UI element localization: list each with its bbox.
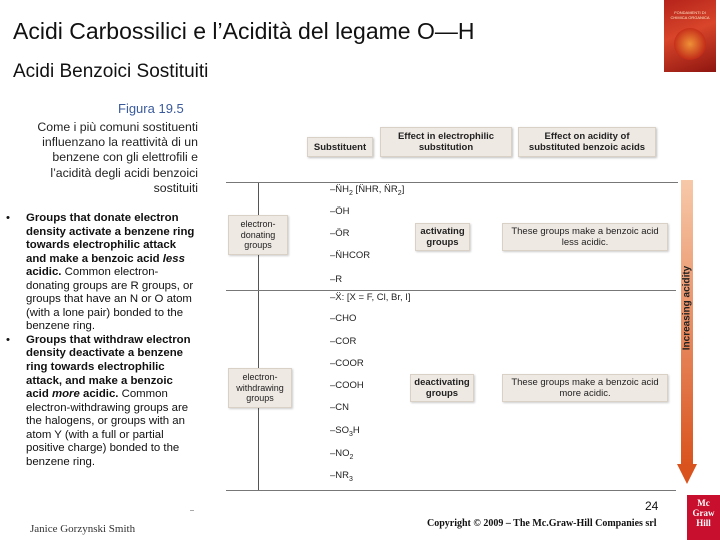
- mcgraw-hill-logo: Mc Graw Hill: [687, 495, 720, 540]
- book-cover-title: FONDAMENTI DI CHIMICA ORGANICA: [670, 10, 710, 20]
- substituent-formula-part: [N̈HR, N̈R: [352, 184, 398, 195]
- book-cover-image: [664, 0, 716, 72]
- figure-top-rule: [226, 182, 678, 183]
- arrow-head: [677, 464, 697, 484]
- figure-caption: Come i più comuni sostituenti influenzano la reattività di un benzene con gli elettrofili e l’acidità degli acidi benzoici sostituiti: [37, 120, 198, 195]
- substituent-formula-part: –N̈HCOR: [330, 250, 371, 261]
- substituent-formula-part: –ÖR: [330, 228, 350, 239]
- substituent-formula-part: –N̈H: [330, 184, 350, 195]
- bullet-emphasis: more: [51, 388, 80, 401]
- substituent-row: [330, 274, 342, 287]
- bullet-symbol: •: [6, 212, 10, 224]
- bullet-bold-text: Groups that donate electron density activate a benzene ring towards electrophilic attack and make a benzoic acid: [26, 212, 195, 265]
- substituent-formula-part: [X = F, Cl, Br, I]: [344, 292, 411, 303]
- deactivating-acidity-box: These groups make a benzoic acid more acidic.: [502, 374, 668, 402]
- substituent-row: [330, 470, 353, 483]
- figure-bottom-rule: [226, 490, 676, 491]
- figure-mid-rule: [226, 290, 676, 291]
- bullet-donating: [6, 212, 196, 334]
- divider: [190, 510, 194, 511]
- substituent-formula-part: 3: [349, 475, 353, 483]
- slide-subtitle: Acidi Benzoici Sostituiti: [13, 61, 209, 82]
- bullet-symbol: •: [6, 333, 10, 346]
- substituent-row: [330, 425, 360, 438]
- bullet-emphasis: less: [162, 252, 185, 265]
- substituent-formula-part: –CN: [330, 402, 350, 413]
- substituent-row: [330, 250, 370, 263]
- substituent-formula-part: –COOH: [330, 380, 364, 391]
- author-credit: Janice Gorzynski Smith: [30, 523, 136, 535]
- substituent-row: [330, 206, 350, 219]
- bullet-bold-end: acidic.: [26, 266, 62, 279]
- substituent-formula-part: –CHO: [330, 313, 357, 324]
- substituent-formula-part: 2: [397, 189, 402, 197]
- deactivating-box: deactivating groups: [410, 374, 474, 402]
- substituent-row: [330, 336, 356, 349]
- acidity-axis-label: Increasing acidity: [681, 265, 693, 350]
- substituent-formula-part: 2: [349, 189, 353, 197]
- withdrawing-groups-box: electron-withdrawing groups: [228, 368, 292, 408]
- substituent-row: [330, 292, 411, 305]
- substituent-formula-part: –SO: [330, 425, 350, 436]
- activating-acidity-box: These groups make a benzoic acid less acidic.: [502, 223, 668, 251]
- substituent-formula-part: ]: [401, 184, 405, 195]
- substituent-formula-part: –Ẍ:: [330, 292, 345, 303]
- bullet-list: [6, 212, 196, 469]
- bullet-bold-end: acidic.: [79, 388, 119, 401]
- substituent-row: [330, 402, 349, 415]
- header-effect-es: Effect in electrophilic substitution: [380, 127, 512, 157]
- substituent-row: [330, 313, 356, 326]
- substituent-row: [330, 228, 350, 241]
- substituent-formula-part: H: [352, 425, 360, 436]
- header-effect-acidity: Effect on acidity of substituted benzoic acids: [518, 127, 656, 157]
- substituent-formula-part: R: [342, 470, 350, 481]
- substituent-row: [330, 448, 353, 461]
- substituent-row: [330, 358, 364, 371]
- bullet-bold-text: Groups that withdraw electron density deactivate a benzene ring towards electrophilic attack, and make a benzoic acid: [26, 333, 191, 401]
- substituent-formula-part: –N: [330, 470, 343, 481]
- substituent-row: [330, 380, 364, 393]
- copyright-notice: Copyright © 2009 – The Mc.Graw-Hill Companies srl: [427, 518, 657, 529]
- bullet-withdrawing: [6, 334, 196, 469]
- header-substituent: Substituent: [307, 137, 373, 157]
- substituent-formula-part: 3: [349, 430, 353, 438]
- substituent-formula-part: –NO: [330, 448, 350, 459]
- slide-title: Acidi Carbossilici e l’Acidità del legame O—H: [13, 18, 475, 44]
- substituent-row: [330, 184, 404, 197]
- donating-groups-box: electron-donating groups: [228, 215, 288, 255]
- substituent-formula-part: –R: [330, 274, 343, 285]
- page-number: 24: [645, 499, 659, 513]
- activating-box: activating groups: [415, 223, 470, 251]
- substituent-formula-part: –COR: [330, 336, 357, 347]
- substituent-formula-part: –ÖH: [330, 206, 350, 217]
- book-cover-flower: [674, 28, 706, 60]
- figure-label: Figura 19.5: [118, 101, 184, 116]
- bullet-text: Common electron-donating groups are R groups, or groups that have an N or O atom (with a lone pair) bonded to the benzene ring.: [26, 266, 194, 333]
- bullet-text: Common electron-withdrawing groups are the halogens, or groups with an atom Y (with a full or partial positive charge) bonded to the benzene ring.: [26, 388, 189, 468]
- substituent-formula-part: 2: [349, 453, 354, 461]
- substituent-formula-part: –COOR: [330, 358, 364, 369]
